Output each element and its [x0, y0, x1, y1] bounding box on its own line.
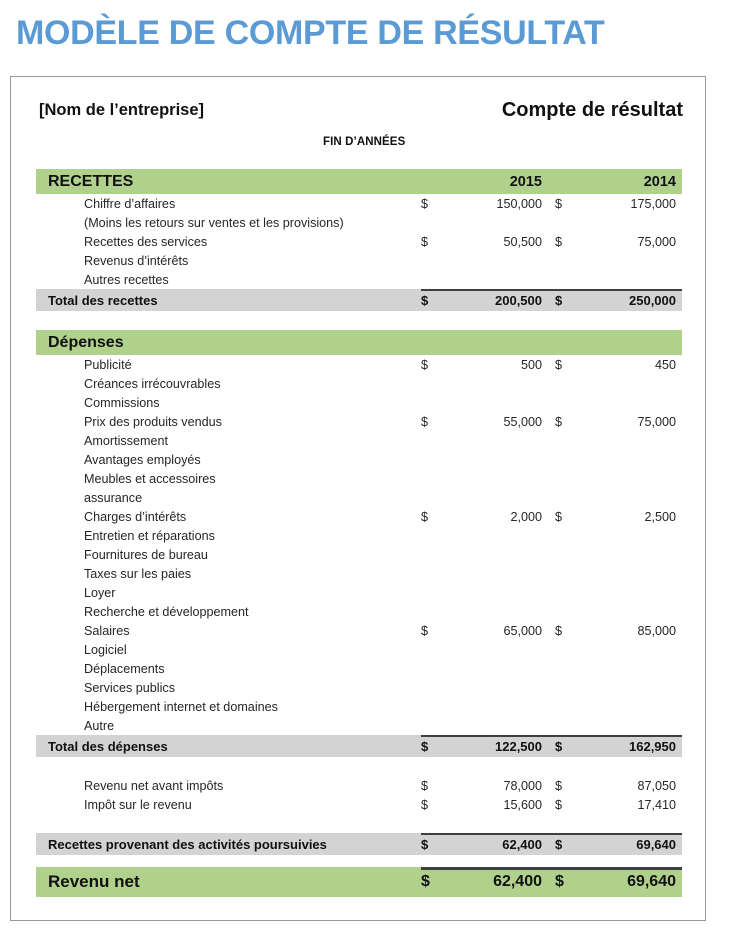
row-currency-current: $	[421, 357, 429, 372]
total-value-current: 122,500	[495, 738, 542, 754]
row-value-current[interactable]: 50,500	[503, 234, 542, 249]
row-label: assurance	[84, 490, 143, 505]
statement-title: Compte de résultat	[501, 99, 683, 121]
table-row[interactable]	[36, 621, 682, 640]
row-currency-current: $	[421, 414, 429, 429]
total-value-prior: 250,000	[629, 292, 676, 308]
row-currency-prior: $	[555, 234, 563, 249]
table-row[interactable]	[36, 564, 682, 583]
statement-header	[11, 77, 705, 169]
row-currency-prior: $	[555, 414, 563, 429]
total-value-prior: 69,640	[636, 836, 676, 852]
row-label: Fournitures de bureau	[84, 547, 208, 562]
table-row[interactable]	[36, 795, 682, 814]
total-currency-current: $	[421, 738, 429, 754]
table-row[interactable]	[36, 526, 682, 545]
total-value-prior: 162,950	[629, 738, 676, 754]
total-value-current: 62,400	[502, 836, 542, 852]
section-spacer	[36, 814, 682, 833]
net-income-label: Revenu net	[48, 872, 140, 891]
table-row[interactable]	[36, 251, 682, 270]
row-label: Chiffre d’affaires	[84, 196, 176, 211]
row-value-current[interactable]: 150,000	[496, 196, 542, 211]
net-income-row	[36, 867, 682, 897]
table-row[interactable]	[36, 776, 682, 795]
total-currency-prior: $	[555, 292, 563, 308]
row-currency-prior: $	[555, 778, 563, 793]
table-row[interactable]	[36, 270, 682, 289]
row-currency-current: $	[421, 778, 429, 793]
total-row-revenue	[36, 289, 682, 311]
row-label: Avantages employés	[84, 452, 201, 467]
section-spacer	[36, 311, 682, 330]
table-row[interactable]	[36, 374, 682, 393]
row-value-current[interactable]: 78,000	[503, 778, 542, 793]
net-income-currency-prior: $	[555, 873, 564, 890]
row-value-prior[interactable]: 17,410	[637, 797, 676, 812]
row-value-prior[interactable]: 75,000	[637, 414, 676, 429]
table-row[interactable]	[36, 583, 682, 602]
section-header-revenue	[36, 169, 682, 194]
row-value-prior[interactable]: 85,000	[637, 623, 676, 638]
table-row[interactable]	[36, 716, 682, 735]
row-label: Recettes des services	[84, 234, 208, 249]
row-currency-current: $	[421, 797, 429, 812]
row-label: Charges d’intérêts	[84, 509, 187, 524]
column-header-year-prior: 2014	[643, 173, 676, 190]
table-row[interactable]	[36, 545, 682, 564]
section-title-revenue: RECETTES	[48, 172, 134, 190]
row-currency-prior: $	[555, 196, 563, 211]
row-currency-prior: $	[555, 357, 563, 372]
section-header-expenses	[36, 330, 682, 355]
row-label: Meubles et accessoires	[84, 471, 216, 486]
row-currency-current: $	[421, 196, 429, 211]
row-label: Hébergement internet et domaines	[84, 699, 278, 714]
period-label: FIN D’ANNÉES	[323, 136, 406, 148]
table-row[interactable]	[36, 393, 682, 412]
row-label: Revenus d’intérêts	[84, 253, 189, 268]
row-currency-current: $	[421, 509, 429, 524]
row-value-current[interactable]: 15,600	[503, 797, 542, 812]
table-row[interactable]	[36, 640, 682, 659]
company-name-field[interactable]: [Nom de l’entreprise]	[39, 101, 205, 119]
table-row[interactable]	[36, 488, 682, 507]
row-currency-prior: $	[555, 509, 563, 524]
section-spacer	[36, 757, 682, 776]
row-label: Amortissement	[84, 433, 168, 448]
total-currency-current: $	[421, 836, 429, 852]
row-label: Impôt sur le revenu	[84, 797, 192, 812]
row-value-current[interactable]: 500	[520, 357, 542, 372]
total-rule	[421, 867, 682, 870]
row-label: Recherche et développement	[84, 604, 249, 619]
row-value-current[interactable]: 2,000	[510, 509, 542, 524]
row-label: Déplacements	[84, 661, 165, 676]
row-label: Taxes sur les paies	[84, 566, 192, 581]
table-row[interactable]	[36, 412, 682, 431]
row-value-prior[interactable]: 175,000	[630, 196, 676, 211]
row-label: Publicité	[84, 357, 132, 372]
row-currency-current: $	[421, 234, 429, 249]
table-row[interactable]	[36, 431, 682, 450]
table-row[interactable]	[36, 213, 682, 232]
total-rule	[421, 833, 682, 835]
row-value-prior[interactable]: 450	[654, 357, 676, 372]
row-value-prior[interactable]: 75,000	[637, 234, 676, 249]
statement-sheet	[10, 76, 706, 921]
row-currency-prior: $	[555, 623, 563, 638]
total-row-expenses	[36, 735, 682, 757]
row-value-prior[interactable]: 2,500	[644, 509, 676, 524]
row-label: Autres recettes	[84, 272, 169, 287]
page-title: MODÈLE DE COMPTE DE RÉSULTAT	[16, 14, 605, 52]
total-value-current: 200,500	[495, 292, 542, 308]
total-rule	[421, 289, 682, 291]
total-rule	[421, 735, 682, 737]
net-income-currency-current: $	[421, 873, 430, 890]
column-header-year-current: 2015	[509, 173, 542, 190]
total-label: Total des recettes	[48, 292, 158, 308]
total-label: Total des dépenses	[48, 738, 168, 754]
table-row[interactable]	[36, 355, 682, 374]
row-label: Entretien et réparations	[84, 528, 215, 543]
row-label: Prix des produits vendus	[84, 414, 222, 429]
net-income-value-prior: 69,640	[627, 873, 676, 890]
row-label: Salaires	[84, 623, 130, 638]
table-row[interactable]	[36, 194, 682, 213]
row-label: Loyer	[84, 585, 116, 600]
section-spacer	[36, 855, 682, 867]
row-label: Autre	[84, 718, 115, 733]
net-income-value-current: 62,400	[493, 873, 542, 890]
row-currency-prior: $	[555, 797, 563, 812]
table-row[interactable]	[36, 659, 682, 678]
total-currency-prior: $	[555, 836, 563, 852]
total-currency-current: $	[421, 292, 429, 308]
row-currency-current: $	[421, 623, 429, 638]
row-label: Créances irrécouvrables	[84, 376, 221, 391]
statement-table	[36, 169, 682, 897]
row-value-current[interactable]: 65,000	[503, 623, 542, 638]
table-row[interactable]	[36, 469, 682, 488]
row-label: (Moins les retours sur ventes et les provisions)	[84, 215, 344, 230]
table-row[interactable]	[36, 678, 682, 697]
row-label: Services publics	[84, 680, 175, 695]
expense-row-list	[36, 355, 682, 735]
section-title-expenses: Dépenses	[48, 333, 124, 351]
total-row-continuing-operations	[36, 833, 682, 855]
row-label: Logiciel	[84, 642, 127, 657]
row-label: Commissions	[84, 395, 160, 410]
row-value-current[interactable]: 55,000	[503, 414, 542, 429]
table-row[interactable]	[36, 450, 682, 469]
table-row[interactable]	[36, 232, 682, 251]
row-value-prior[interactable]: 87,050	[637, 778, 676, 793]
row-label: Revenu net avant impôts	[84, 778, 224, 793]
table-row[interactable]	[36, 697, 682, 716]
total-currency-prior: $	[555, 738, 563, 754]
total-label: Recettes provenant des activités poursuivies	[48, 836, 327, 852]
table-row[interactable]	[36, 507, 682, 526]
table-row[interactable]	[36, 602, 682, 621]
